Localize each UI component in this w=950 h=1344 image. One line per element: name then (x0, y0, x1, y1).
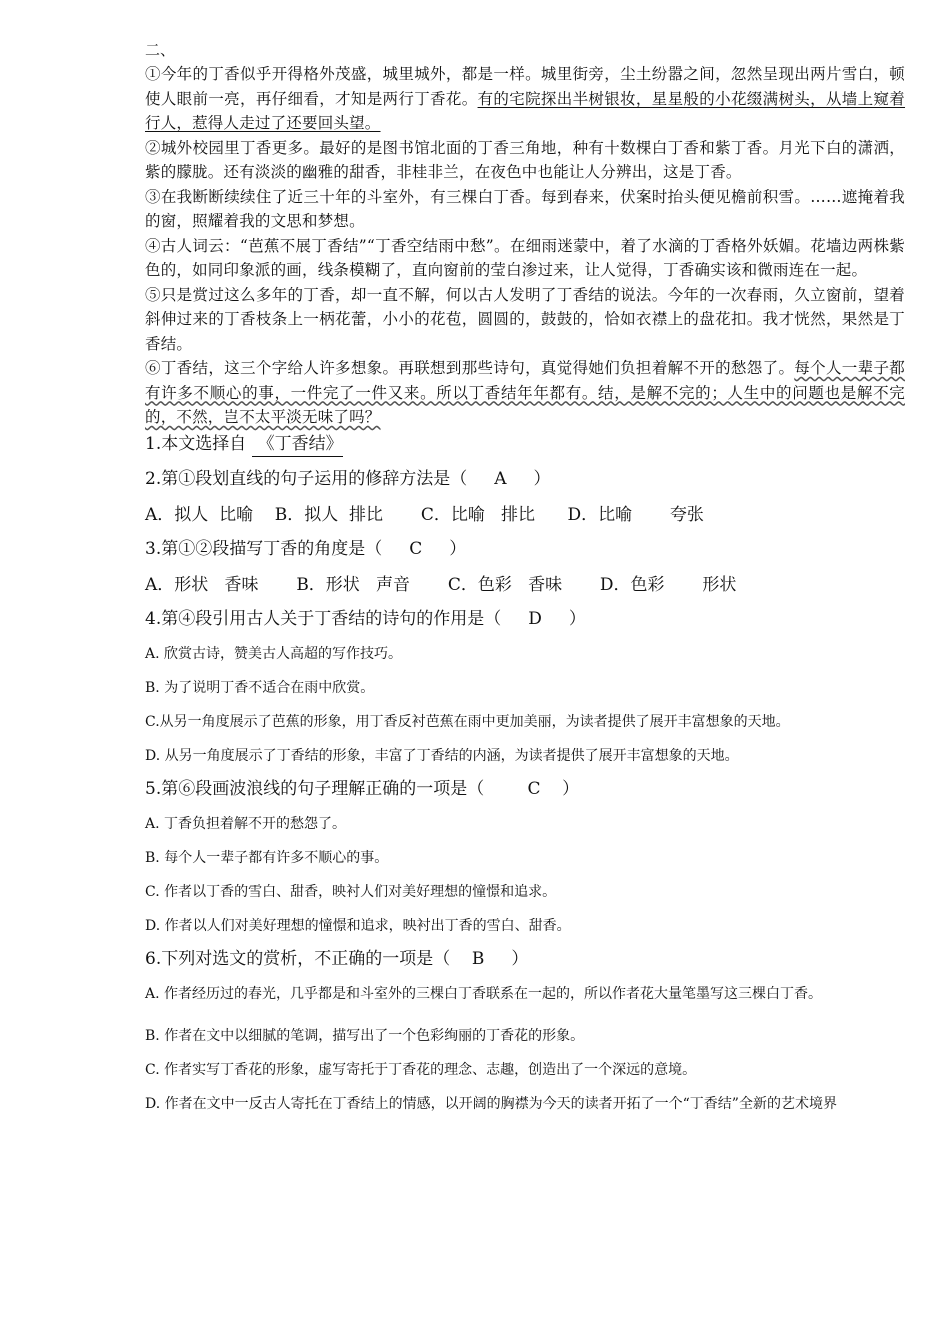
question-6-answer: B (471, 948, 485, 969)
question-5-close: ） (540, 778, 580, 799)
question-5-answer: C (527, 778, 541, 799)
question-6-option-a: A. 作者经历过的春光，几乎都是和斗室外的三棵白丁香联系在一起的，所以作者花大量笔墨写这三棵白丁香。 (145, 985, 823, 1002)
question-4-answer: D (528, 608, 542, 629)
question-6-close: ） (484, 948, 529, 969)
paragraph-3: ③在我断断续续住了近三十年的斗室外，有三棵白丁香。每到春来，伏案时抬头便见檐前积雪。……遮掩着我的窗，照耀着我的文思和梦想。 (145, 187, 905, 230)
question-5-stem (145, 777, 905, 801)
question-6-prompt: 6.下列对选文的赏析，不正确的一项是（ (145, 948, 472, 969)
worksheet-page (145, 40, 905, 1123)
question-4-close: ） (541, 608, 586, 629)
question-5-option-d: D. 作者以人们对美好理想的憧憬和追求，映衬出丁香的雪白、甜香。 (145, 917, 571, 934)
question-4-option-b: B. 为了说明丁香不适合在雨中欣赏。 (145, 679, 375, 696)
question-2-stem (145, 467, 905, 491)
question-6-option-c: C. 作者实写丁香花的形象，虚写寄托于丁香花的理念、志趣，创造出了一个深远的意境。 (145, 1061, 697, 1078)
straight-underlined-sentence: 有的宅院探出半树银妆，星星般的小花缀满树头，从墙上窥着行人，惹得人走过了还要回头望。 (145, 89, 906, 132)
paragraph-5: ⑤只是赏过这么多年的丁香，却一直不解，何以古人发明了丁香结的说法。今年的一次春雨，久立窗前，望着斜伸过来的丁香枝条上一柄花蕾，小小的花苞，圆圆的，鼓鼓的，恰如衣襟上的盘花扣。我才恍然，果然是丁香结。 (145, 285, 905, 353)
question-3-options: A．形状 香味 B．形状 声音 C．色彩 香味 D．色彩 形状 (145, 574, 737, 595)
question-5-option-c: C. 作者以丁香的雪白、甜香，映衬人们对美好理想的憧憬和追求。 (145, 883, 557, 900)
question-2-options: A．拟人 比喻 B．拟人 排比 C．比喻 排比 D．比喻 夸张 (145, 504, 704, 525)
question-5-prompt: 5.第⑥段画波浪线的句子理解正确的一项是（ (145, 778, 528, 799)
paragraph-4: ④古人词云：“芭蕉不展丁香结”“丁香空结雨中愁”。在细雨迷蒙中，着了水滴的丁香格外妖媚。花墙边两株紫色的，如同印象派的画，线条模糊了，直向窗前的莹白渗过来，让人觉得，丁香确实该和微雨连在一起。 (145, 236, 905, 279)
question-5-option-b: B. 每个人一辈子都有许多不顺心的事。 (145, 849, 389, 866)
question-3-answer: C (409, 538, 423, 559)
paragraph-1 (145, 62, 905, 136)
question-4-option-d: D. 从另一角度展示了丁香结的形象，丰富了丁香结的内涵，为读者提供了展开丰富想象的天地。 (145, 747, 739, 764)
question-1-stem (145, 432, 905, 457)
question-3 (145, 537, 905, 597)
reading-passage (145, 62, 905, 430)
question-3-prompt: 3.第①②段描写丁香的角度是（ (145, 538, 410, 559)
question-3-stem (145, 537, 905, 561)
question-2-answer: A (494, 468, 507, 489)
question-4-option-a: A. 欣赏古诗，赞美古人高超的写作技巧。 (145, 645, 403, 662)
question-4-stem (145, 607, 905, 631)
paragraph-6-text: ⑥丁香结，这三个字给人许多想象。再联想到那些诗句，真觉得她们负担着解不开的愁怨了。 (145, 359, 795, 377)
question-4-option-c: C.从另一角度展示了芭蕉的形象，用丁香反衬芭蕉在雨中更加美丽，为读者提供了展开丰富想象的天地。 (145, 713, 790, 730)
paragraph-6 (145, 356, 905, 430)
question-6-stem (145, 947, 905, 971)
question-6-option-d: D. 作者在文中一反古人寄托在丁香结上的情感，以开阔的胸襟为今天的读者开拓了一个“丁香结”全新的艺术境界 (145, 1095, 837, 1112)
question-5-option-a: A. 丁香负担着解不开的愁怨了。 (145, 815, 347, 832)
section-heading: 二、 (145, 41, 176, 59)
question-5 (145, 777, 905, 937)
paragraph-1-text: ①今年的丁香似乎开得格外茂盛，城里城外，都是一样。城里街旁，尘土纷嚣之间，忽然呈现出两片雪白，顿使人眼前一亮，再仔细看，才知是两行丁香花。 (145, 65, 905, 108)
question-1-prompt: 1.本文选择自 (145, 433, 252, 454)
question-6 (145, 947, 905, 1123)
question-2-close: ） (506, 468, 551, 489)
question-6-option-b: B. 作者在文中以细腻的笔调，描写出了一个色彩绚丽的丁香花的形象。 (145, 1027, 585, 1044)
wavy-underlined-sentence: 每个人一辈子都有许多不顺心的事，一件完了一件又来。所以丁香结年年都有。结，是解不完的；人生中的问题也是解不完的，不然，岂不太平淡无味了吗？ (145, 359, 905, 426)
question-4 (145, 607, 905, 767)
paragraph-2: ②城外校园里丁香更多。最好的是图书馆北面的丁香三角地，种有十数棵白丁香和紫丁香。月光下白的潇洒，紫的朦胧。还有淡淡的幽雅的甜香，非桂非兰，在夜色中也能让人分辨出，这是丁香。 (145, 138, 905, 181)
question-2-prompt: 2.第①段划直线的句子运用的修辞方法是（ (145, 468, 495, 489)
question-1-answer: 《丁香结》 (252, 432, 343, 457)
question-4-prompt: 4.第④段引用古人关于丁香结的诗句的作用是（ (145, 608, 529, 629)
question-1 (145, 432, 905, 457)
question-2 (145, 467, 905, 527)
question-3-close: ） (422, 538, 467, 559)
